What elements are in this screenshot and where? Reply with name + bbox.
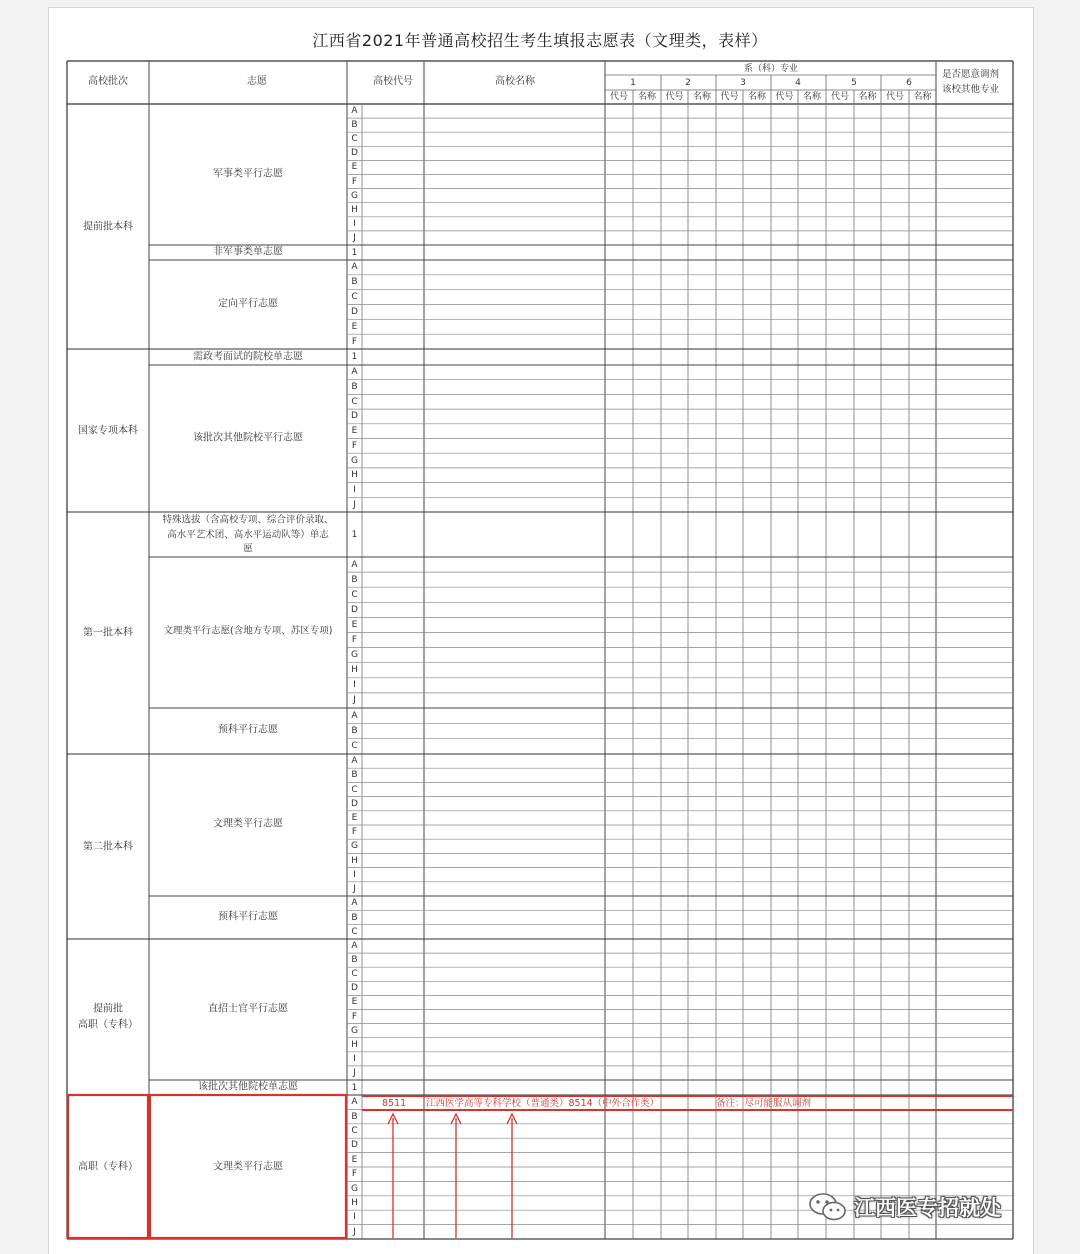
choice-letter: J xyxy=(353,695,356,706)
choice-letter: D xyxy=(351,1140,358,1151)
choice-letter: J xyxy=(353,499,356,510)
choice-letter: F xyxy=(351,176,358,187)
choice-letter: G xyxy=(351,650,358,661)
choice-letter: C xyxy=(351,741,358,752)
choice-letter: A xyxy=(351,756,358,767)
major-name-subheader: 名称 xyxy=(637,92,657,102)
choice-letter: F xyxy=(351,635,358,646)
choice-letter: C xyxy=(351,134,358,145)
choice-letter: F xyxy=(351,827,358,838)
choice-letter: H xyxy=(351,1198,358,1208)
group-directed-parallel: 定向平行志愿 xyxy=(218,298,278,310)
choice-letter: F xyxy=(351,440,358,451)
choice-letter: F xyxy=(351,1169,358,1180)
choice-letter: I xyxy=(353,1212,356,1223)
choice-letter: A xyxy=(351,710,358,721)
group-special-selection-line1: 特殊选拔（含高校专项、综合评价录取、 xyxy=(162,514,334,526)
header-batch: 高校批次 xyxy=(88,76,128,87)
choice-letter: E xyxy=(351,997,358,1008)
choice-letter: D xyxy=(351,148,358,159)
batch-first: 第一批本科 xyxy=(83,627,133,639)
sample-school-code: 8511 xyxy=(382,1098,407,1109)
choice-letter: A xyxy=(351,559,358,570)
group-vocational-parallel: 文理类平行志愿 xyxy=(213,1161,283,1173)
sample-school-name: 江西医学高等专科学校（普通类）8514（中外合作类） xyxy=(426,1098,660,1109)
choice-letter: A xyxy=(351,367,358,378)
choice-letter: G xyxy=(351,455,358,466)
choice-letter: G xyxy=(351,1183,358,1194)
group-first-preparatory: 预科平行志愿 xyxy=(218,724,278,736)
choice-letter: J xyxy=(353,232,356,243)
major-code-subheader: 代号 xyxy=(775,92,794,102)
choice-letter: H xyxy=(351,470,358,481)
group-second-parallel: 文理类平行志愿 xyxy=(213,818,283,830)
major-name-subheader: 名称 xyxy=(692,92,712,102)
group-second-preparatory: 预科平行志愿 xyxy=(218,911,278,923)
choice-letter: B xyxy=(351,955,358,966)
choice-letter: J xyxy=(353,1067,356,1078)
major-number-3: 3 xyxy=(740,78,746,88)
choice-letter: F xyxy=(351,1011,358,1022)
major-code-subheader: 代号 xyxy=(830,92,850,102)
choice-letter: H xyxy=(351,855,358,866)
choice-letter: D xyxy=(351,983,358,994)
major-name-subheader: 名称 xyxy=(858,92,877,102)
choice-letter: H xyxy=(351,1039,358,1050)
choice-letter: E xyxy=(351,1154,358,1165)
choice-letter: A xyxy=(351,1097,358,1108)
choice-letter: I xyxy=(353,1053,356,1064)
group-military-parallel: 军事类平行志愿 xyxy=(213,168,283,180)
choice-letter: A xyxy=(351,106,358,117)
header-major-group: 系（科）专业 xyxy=(743,64,799,74)
choice-letter: A xyxy=(351,898,358,909)
choice-letter: C xyxy=(351,396,358,407)
batch-second: 第二批本科 xyxy=(83,841,133,853)
choice-letter: B xyxy=(351,574,358,585)
choice-letter: B xyxy=(351,120,358,131)
choice-letter: E xyxy=(351,812,358,823)
choice-letter: A xyxy=(351,941,358,952)
group-nonmilitary-single: 非军事类单志愿 xyxy=(213,246,283,258)
choice-letter: C xyxy=(351,926,358,937)
group-political-interview-single: 需政考面试的院校单志愿 xyxy=(193,351,303,363)
group-first-parallel: 文理类平行志愿(含地方专项、苏区专项) xyxy=(163,625,333,637)
header-adjust-line2: 该校其他专业 xyxy=(942,84,1000,95)
header-wish: 志愿 xyxy=(247,76,267,87)
choice-letter: D xyxy=(351,604,358,615)
header-school-name: 高校名称 xyxy=(495,76,535,87)
choice-letter: A xyxy=(351,262,358,273)
choice-letter: D xyxy=(351,306,358,317)
choice-letter: H xyxy=(351,204,358,215)
choice-letter: D xyxy=(351,411,358,422)
major-name-subheader: 名称 xyxy=(913,92,932,102)
choice-letter: C xyxy=(351,1126,358,1136)
major-code-subheader: 代号 xyxy=(885,92,905,102)
choice-letter: E xyxy=(351,321,358,332)
major-number-1: 1 xyxy=(630,78,636,88)
form-title: 江西省2021年普通高校招生考生填报志愿表（文理类，表样） xyxy=(312,31,768,50)
choice-letter: I xyxy=(353,218,356,229)
choice-letter: J xyxy=(353,1226,356,1237)
batch-advance-undergrad: 提前批本科 xyxy=(83,221,133,233)
choice-letter: B xyxy=(351,912,358,923)
major-code-subheader: 代号 xyxy=(720,92,739,102)
batch-national-special: 国家专项本科 xyxy=(78,425,138,437)
choice-letter: E xyxy=(351,619,358,630)
group-vocational-other-single: 该批次其他院校单志愿 xyxy=(198,1081,298,1093)
group-special-selection-line3: 愿 xyxy=(243,543,253,555)
watermark xyxy=(808,1190,1001,1224)
choice-letter: 1 xyxy=(351,1082,358,1093)
header-adjust-line1: 是否愿意调剂 xyxy=(942,69,1000,80)
major-code-subheader: 代号 xyxy=(609,92,629,102)
group-other-parallel: 该批次其他院校平行志愿 xyxy=(193,432,303,444)
major-number-4: 4 xyxy=(795,78,801,88)
header-school-code: 高校代号 xyxy=(373,76,413,87)
choice-letter: C xyxy=(351,292,358,303)
group-sergeant-parallel: 直招士官平行志愿 xyxy=(208,1003,288,1015)
sample-note: 备注：尽可能服从调剂 xyxy=(716,1098,812,1109)
major-name-subheader: 名称 xyxy=(747,92,767,102)
choice-letter: C xyxy=(351,969,358,980)
major-code-subheader: 代号 xyxy=(665,92,684,102)
choice-letter: C xyxy=(351,784,358,795)
major-number-5: 5 xyxy=(851,78,857,88)
batch-vocational: 高职（专科） xyxy=(78,1161,138,1173)
choice-letter: C xyxy=(351,589,358,600)
batch-advance-vocational-line2: 高职（专科） xyxy=(78,1019,138,1031)
choice-letter: H xyxy=(351,665,358,676)
choice-letter: 1 xyxy=(351,247,358,258)
choice-letter: E xyxy=(351,162,358,173)
choice-letter: G xyxy=(351,841,358,852)
choice-letter: B xyxy=(351,382,358,393)
choice-letter: I xyxy=(353,484,356,495)
choice-letter: F xyxy=(351,336,358,347)
choice-letter: 1 xyxy=(351,529,358,540)
choice-letter: B xyxy=(351,770,358,781)
choice-letter: B xyxy=(351,277,358,288)
choice-letter: E xyxy=(351,426,358,437)
choice-letter: J xyxy=(353,883,356,894)
choice-letter: B xyxy=(351,726,358,736)
choice-letter: G xyxy=(351,190,358,201)
major-number-2: 2 xyxy=(685,78,691,88)
choice-letter: B xyxy=(351,1111,358,1122)
choice-letter: I xyxy=(353,869,356,880)
choice-letter: 1 xyxy=(351,352,358,362)
batch-advance-vocational-line1: 提前批 xyxy=(93,1003,123,1015)
choice-letter: I xyxy=(353,680,356,691)
choice-letter: D xyxy=(351,798,358,809)
major-number-6: 6 xyxy=(906,78,912,88)
choice-letter: G xyxy=(351,1025,358,1036)
group-special-selection-line2: 高水平艺术团、高水平运动队等）单志 xyxy=(167,529,329,541)
wechat-icon xyxy=(808,1192,848,1222)
watermark-text: 江西医专招就处 xyxy=(854,1196,1001,1220)
major-name-subheader: 名称 xyxy=(802,92,822,102)
